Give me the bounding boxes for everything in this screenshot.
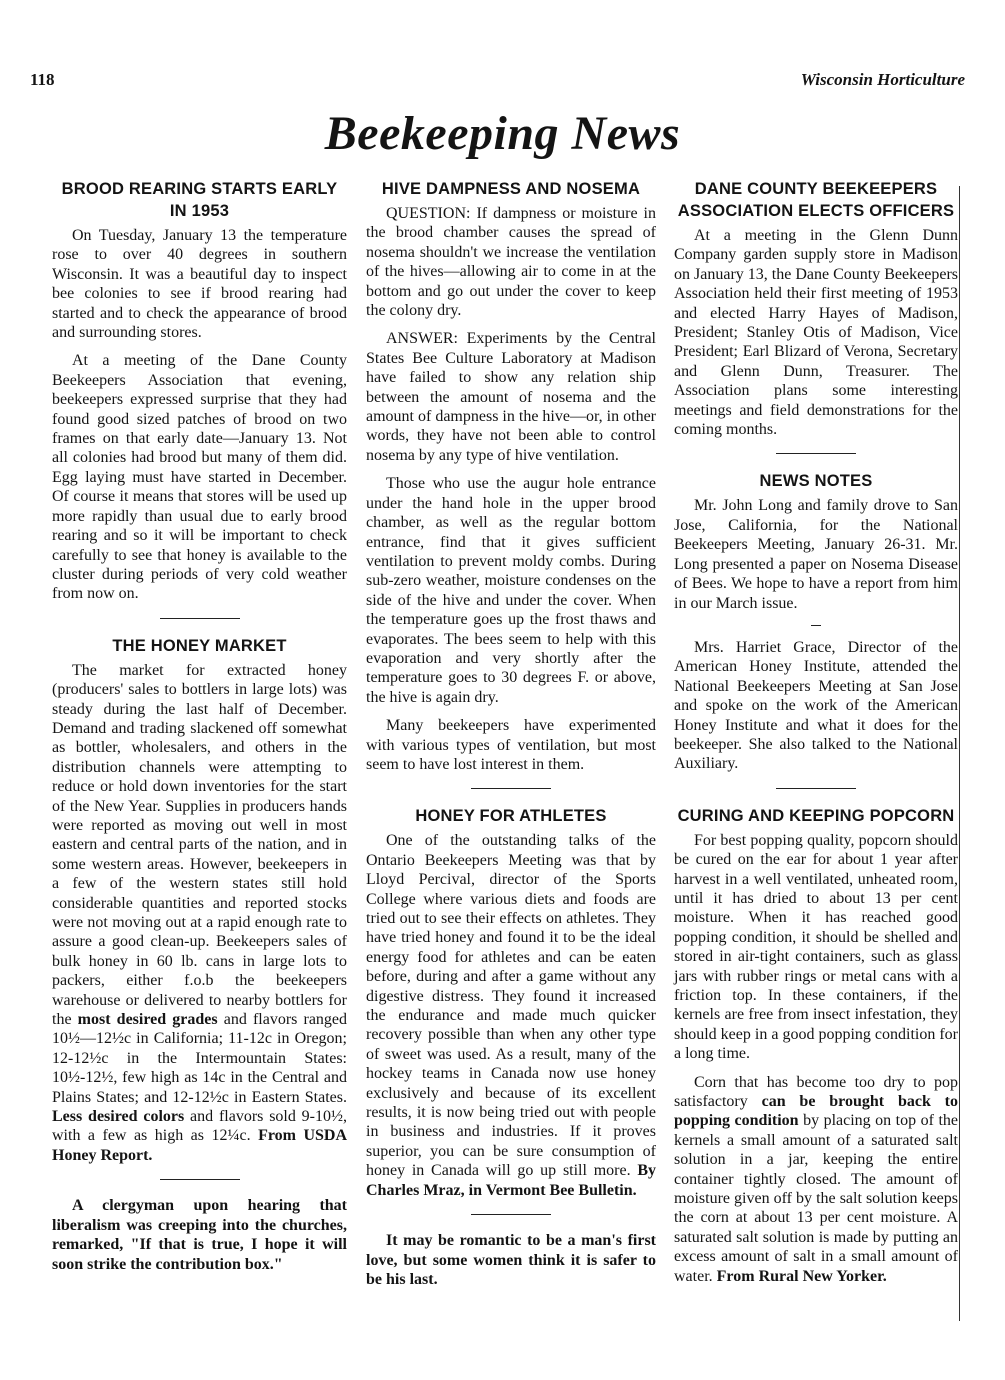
article-title: CURING AND KEEPING POPCORN: [677, 806, 955, 825]
paragraph: Mrs. Harriet Grace, Director of the American Honey Institute, attended the National Beekeepers Meeting at San Jose and spoke on the work of the American Honey Institute and what it does for the beekeeper. She also talked to the National Auxiliary.: [674, 638, 958, 773]
emphasis-text: can be brought back to popping condition: [674, 1093, 959, 1130]
section-masthead: Beekeeping News: [324, 107, 681, 160]
article-title: NEWS NOTES: [759, 472, 873, 491]
column-right: [674, 178, 958, 1286]
article-hive-dampness: [366, 178, 656, 774]
article-title: [52, 178, 347, 222]
paragraph: Many beekeepers have experimented with various types of ventilation, but most seem to have lost interest in them.: [366, 717, 656, 773]
article-popcorn: [674, 805, 958, 1286]
divider: [471, 788, 551, 789]
text-run: and flavors sold 9-10½, with a few as high as 12¼c.: [52, 1108, 347, 1145]
paragraph: Mr. John Long and family drove to San Jose, California, for the National Beekeepers Meeting, January 26-31. Mr. Long presented a paper on Nosema Disease of Bees. We hope to have a report from him in our March issue.: [674, 497, 958, 612]
paragraph: Those who use the augur hole entrance under the hand hole in the upper brood chamber, as well as the regular bottom entrance, find that it gives sufficient ventilation to prevent moldy combs. During sub-zero weather, moisture condenses on the side of the hive and under the cover. When the temperature goes up the frost thaws and evaporates. The bees seem to help with this evaporation and very shortly after the temperature goes to 30 degrees F. or above, the hive is again dry.: [366, 475, 656, 706]
paragraph: For best popping quality, popcorn should be cured on the ear for about 1 year after harvest in a well ventilated, unheated room, until it has dried to about 13 per cent moisture. When it has reached good popping condition, it should be shelled and stored in air-tight containers, such as glass jars with rubber rings or metal cans with a friction top. In these containers, if the kernels are free from insect infestation, they should keep in a good popping condition for a long time.: [674, 831, 958, 1063]
title-line: DANE COUNTY BEEKEEPERS: [694, 180, 938, 198]
divider: [471, 1214, 551, 1215]
article-title: [674, 178, 958, 222]
article-brood-rearing: [52, 178, 347, 604]
column-rule: [959, 186, 960, 1321]
text-run: by placing on top of the kernels a small amount of a saturated salt solution in a jar, keeping the entire container tightly closed. The amount of moisture given off by the salt solution keeps the corn at about 13 per cent moisture. A saturated salt solution is made by putting an excess amount of salt in a small amount of water.: [674, 1112, 959, 1285]
article-honey-athletes: [366, 805, 656, 1200]
paragraph: At a meeting in the Glenn Dunn Company garden supply store in Madison on January 13, the Dane County Beekeepers Association held their first meeting of 1953 and elected Harry Hayes of Madison, President; Stanley Otis of Madison, Vice President; Earl Blizard of Verona, Secretary and Glenn Dunn, Treasurer. The Association plans some interesting meetings and field demonstrations for the coming months.: [674, 227, 958, 439]
divider: [776, 788, 856, 789]
paragraph: ANSWER: Experiments by the Central States Bee Culture Laboratory at Madison have failed to show any relation ship between the amount of nosema and the amount of dampness in the hive—or, in other words, they have not been able to control nosema by any type of hive ventilation.: [366, 330, 656, 464]
text-run: and flavors ranged 10½—12½c in California; 11-12c in Oregon; 12-12½c in the Intermountain States: 10½-12½, few high as 14c in the Central and Plains States; and 12-12½c in Eastern States.: [52, 1011, 348, 1106]
filler-quip: A clergyman upon hearing that liberalism was creeping into the churches, remarked, "If that is true, I hope it will soon strike the contribution box.": [52, 1197, 347, 1273]
paragraph: On Tuesday, January 13 the temperature rose to over 40 degrees in southern Wisconsin. It was a beautiful day to inspect bee colonies to see if brood rearing had started and to check the appearance of brood and surrounding stores.: [52, 227, 347, 342]
paragraph: [366, 831, 656, 1200]
source-credit: From Rural New Yorker.: [716, 1267, 887, 1285]
article-title: HIVE DAMPNESS AND NOSEMA: [381, 180, 641, 198]
source-credit: From USDA Honey Report.: [52, 1127, 348, 1164]
title-line: IN 1953: [169, 202, 230, 220]
article-title: HONEY FOR ATHLETES: [415, 807, 607, 826]
paragraph: [52, 661, 347, 1166]
emphasis-text: Less desired colors: [52, 1108, 185, 1126]
emphasis-text: most desired grades: [77, 1011, 218, 1029]
divider: [160, 1179, 240, 1180]
text-run: One of the outstanding talks of the Ontario Beekeepers Meeting was that by Lloyd Percival, director of the Sports College where various diets and foods are tried out to see their effects on athletes. They have tried honey and found it to be the ideal energy food for athletes and can be eaten before, during and after a game without any digestive distress. They found it increased the endurance and made much quicker recovery possible than when any other type of sweet was used. As a result, many of the hockey teams in Canada now use honey exclusively and because of its excellent results, it is now being tried out with people in business and industries. If it proves superior, you can be sure consumption of honey in Canada will go up still more.: [366, 832, 656, 1180]
title-line: ASSOCIATION ELECTS OFFICERS: [677, 202, 955, 220]
publication-title: Wisconsin Horticulture: [800, 70, 965, 89]
paragraph: At a meeting of the Dane County Beekeepers Association that evening, beekeepers expressed surprise that they had found good sized patches of brood on two frames on that early date—January 13. Not all colonies had brood but many of them did. Egg laying must have started in December. Of course it means that stores will be used up more rapidly than usual due to early brood rearing and so it will be important to check carefully to see that honey is available to the cluster during periods of very cold weather from now on.: [52, 352, 347, 603]
divider: [160, 618, 240, 619]
article-honey-market: [52, 635, 347, 1166]
source-credit: By Charles Mraz, in Vermont Bee Bulletin.: [366, 1162, 657, 1199]
column-left: [52, 178, 347, 1274]
page-number: 118: [30, 70, 55, 89]
article-news-notes: [674, 470, 958, 773]
column-middle: [366, 178, 656, 1289]
paragraph: [674, 1073, 958, 1286]
filler-quip: It may be romantic to be a man's first love, but some women think it is safer to be his last.: [366, 1232, 656, 1288]
text-run: Corn that has become too dry to pop satisfactory: [674, 1073, 958, 1111]
divider: [811, 625, 821, 626]
article-title: THE HONEY MARKET: [112, 636, 287, 655]
title-line: BROOD REARING STARTS EARLY: [61, 180, 338, 198]
text-run: The market for extracted honey (producers' sales to bottlers in large lots) was steady during the last half of December. Demand and trading slackened off somewhat as bottler, wholesalers, and others in the distribution channels were attempting to reduce or hold down inventories for the start of the New Year. Supplies in producers hands were reported as moving out well in most eastern and central parts of the nation, and in some western areas. However, beekeepers in a few of the western states still hold considerable quantities and reported stocks were not moving out at a rapid enough rate to assure a good clean-up. Beekeepers sales of bulk honey in 60 lb. cans in large lots to packers, either f.o.b the beekeepers warehouse or delivered to nearby bottlers for the: [52, 661, 347, 1029]
article-dane-county: [674, 178, 958, 439]
paragraph: QUESTION: If dampness or moisture in the brood chamber causes the spread of nosema shouldn't we increase the ventilation of the hives—allowing air to come in at the bottom and go out under the cover to keep the colony dry.: [366, 205, 656, 320]
divider: [776, 453, 856, 454]
